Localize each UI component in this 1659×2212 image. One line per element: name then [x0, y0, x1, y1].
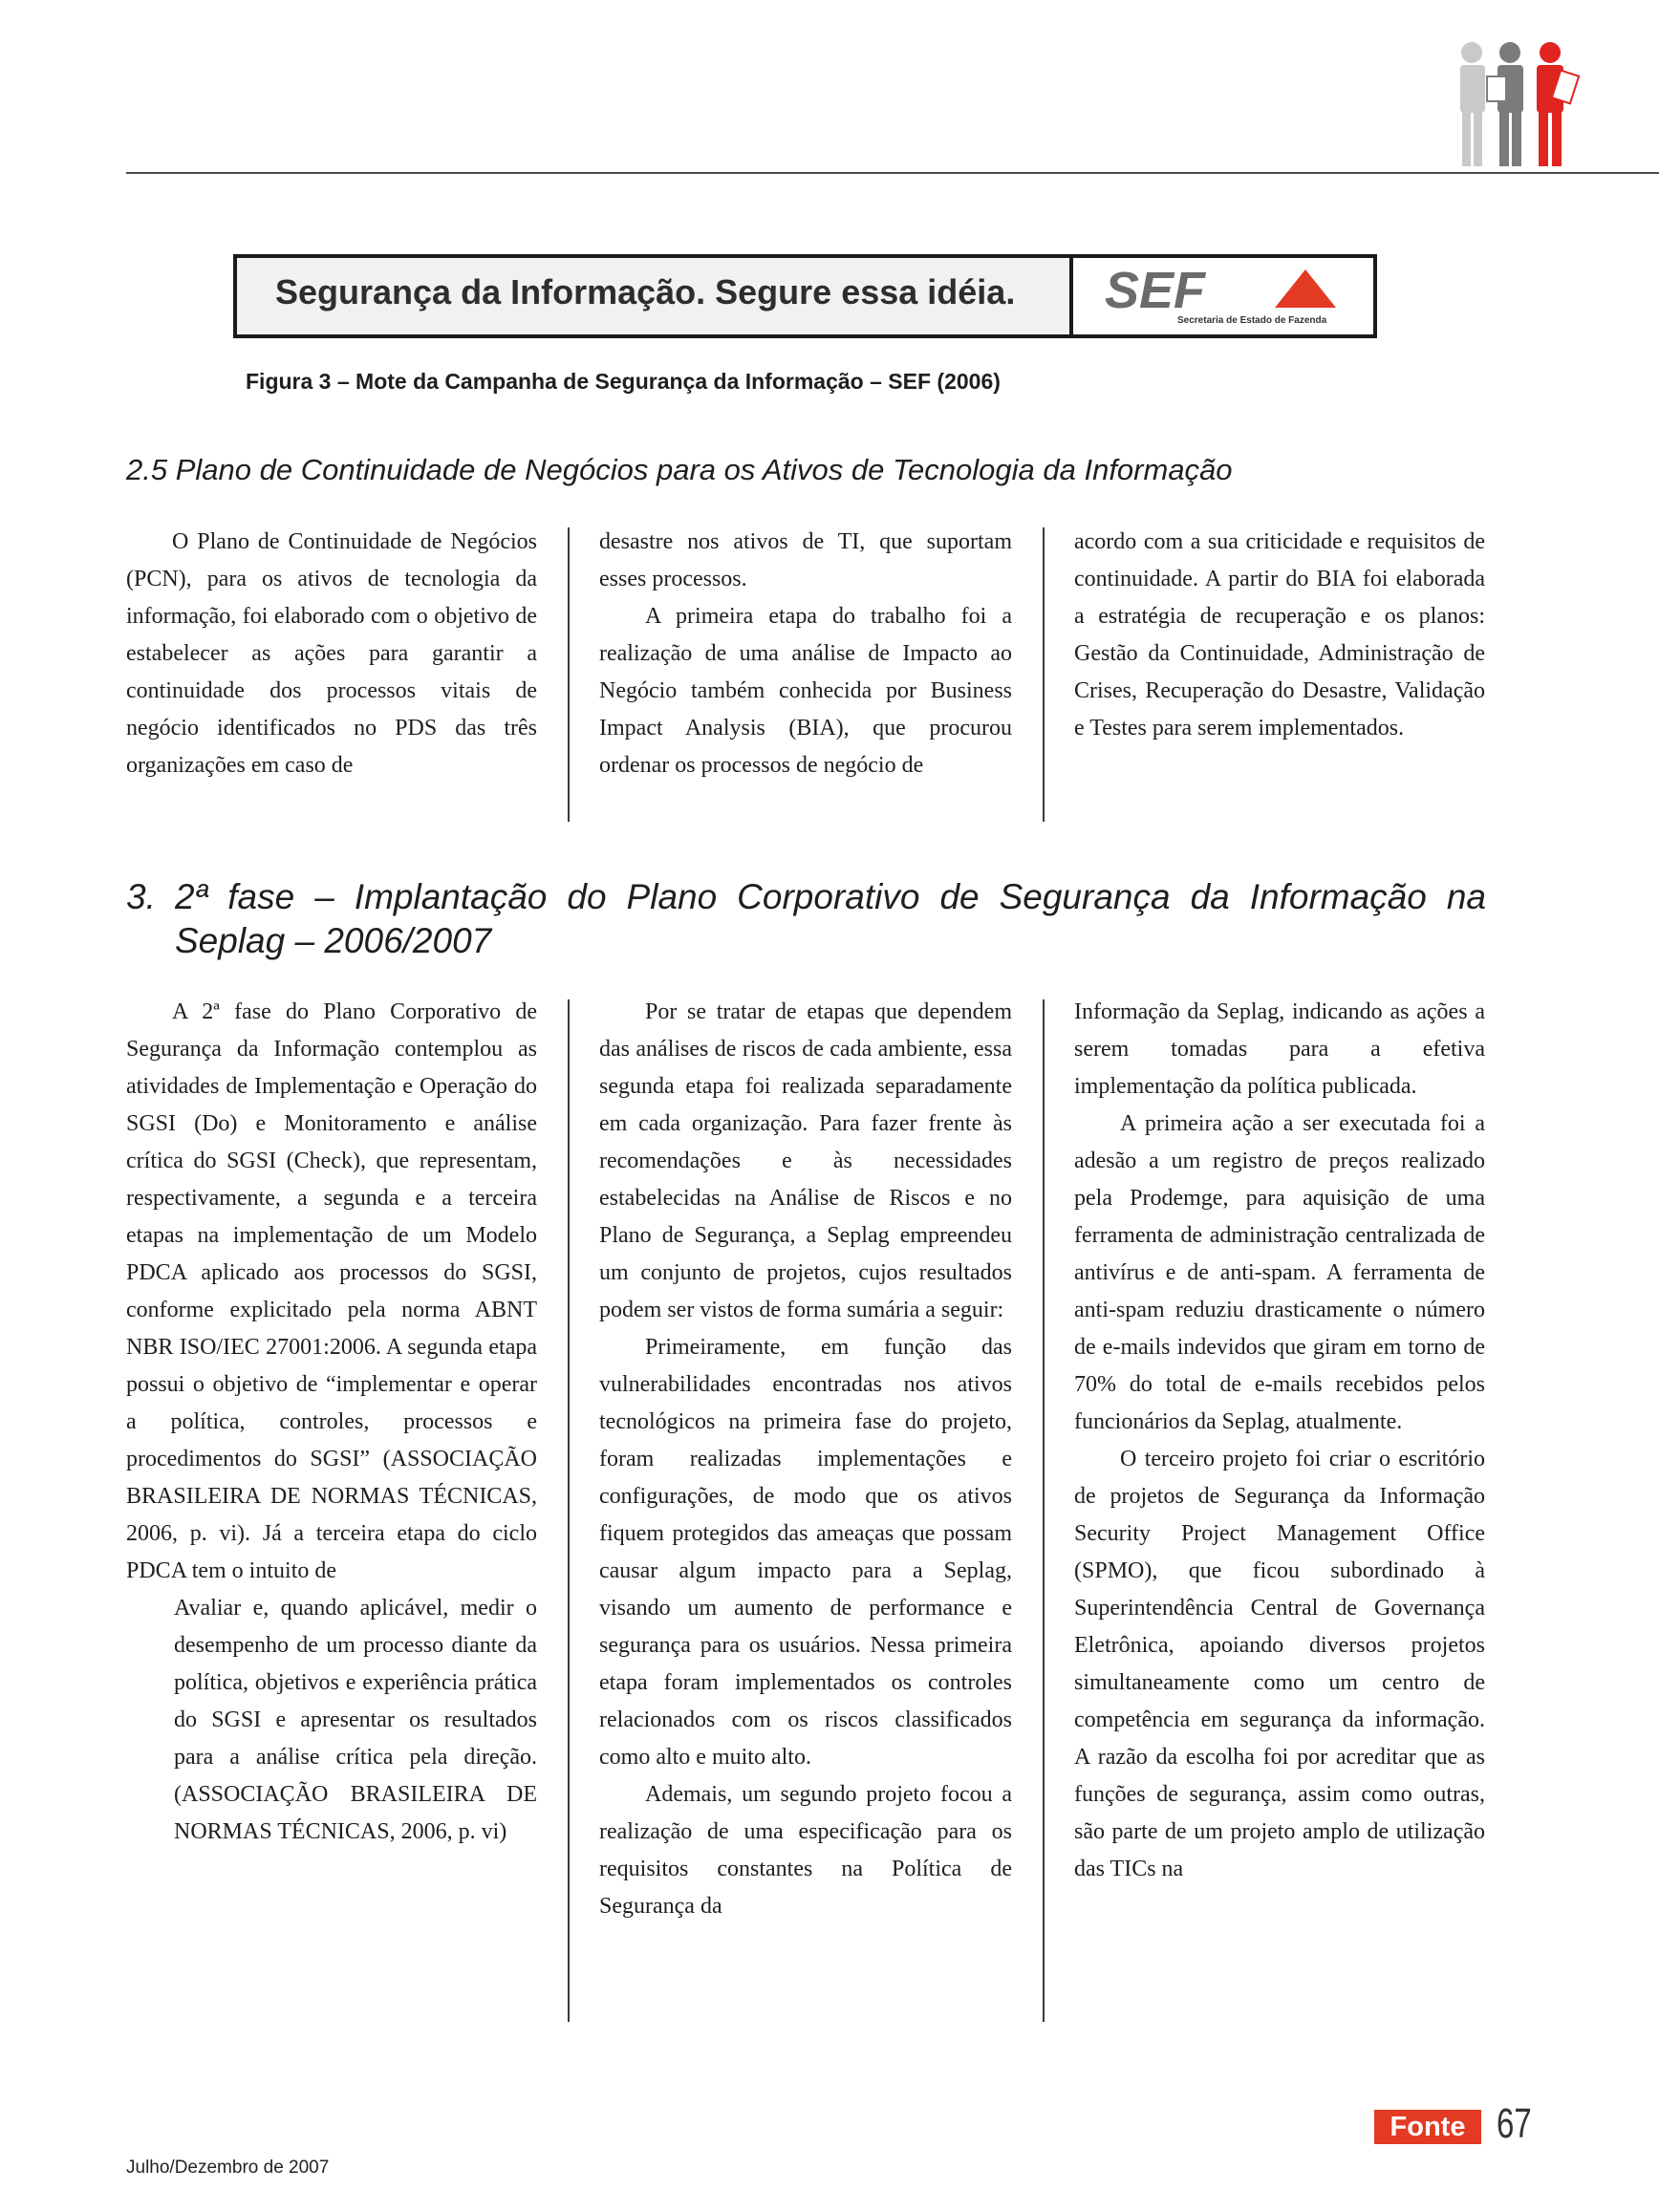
fonte-brand-badge: Fonte: [1374, 2110, 1481, 2144]
footer-date: Julho/Dezembro de 2007: [126, 2158, 330, 2178]
section-heading-3: 2ª fase – Implantação do Plano Corporativo de Segurança da Informação na Seplag – 2006/2007: [175, 877, 1486, 960]
paragraph: Informação da Seplag, indicando as ações a serem tomadas para a efetiva implementação da política publicada.: [1074, 999, 1485, 1099]
sef-red-triangle: [1275, 269, 1336, 308]
paragraph: A primeira ação a ser executada foi a adesão a um registro de preços realizado pela Prodemge, para aquisição de uma ferramenta de administração centralizada de antivírus e de anti-spam. A ferramenta de anti-spam reduziu drasticamente o número de e-mails indevidos que giram em torno de 70% do total de e-mails recebidos pelos funcionários da Seplag, atualmente.: [1074, 1111, 1485, 1434]
paragraph: A 2ª fase do Plano Corporativo de Segurança da Informação contemplou as atividades de Implementação e Operação do SGSI (Do) e Monitoramento e análise crítica do SGSI (Check), que representam, respectivamente, a segunda e a terceira etapas na implementação de um Modelo PDCA aplicado aos processos do SGSI, conforme explicitado pela norma ABNT NBR ISO/IEC 27001:2006. A segunda etapa possui o objetivo de “implementar e operar a política, controles, processos e procedimentos do SGSI” (ASSOCIAÇÃO BRASILEIRA DE NORMAS TÉCNICAS, 2006, p. vi). Já a terceira etapa do ciclo PDCA tem o intuito de: [126, 999, 537, 1583]
section-3-column-1: [126, 994, 537, 1851]
header-rule: [126, 172, 1659, 174]
column-divider: [1043, 999, 1045, 2022]
paragraph: Ademais, um segundo projeto focou a realização de uma especificação para os requisitos constantes na Política de Segurança da: [599, 1782, 1012, 1919]
page-number: 67: [1497, 2100, 1532, 2147]
column-divider: [1043, 527, 1045, 822]
section-3-column-3: [1074, 994, 1485, 1888]
paragraph: Primeiramente, em função das vulnerabilidades encontradas nos ativos tecnológicos na primeira fase do projeto, foram realizadas implementações e configurações, de modo que os ativos fiquem protegidos das ameaças que possam causar algum impacto para a Seplag, visando um aumento de performance e segurança para os usuários. Nessa primeira etapa foram implementados os controles relacionados com os riscos classificados como alto e muito alto.: [599, 1335, 1012, 1770]
banner-slogan-box: [237, 258, 1073, 334]
paragraph: A primeira etapa do trabalho foi a realização de uma análise de Impacto ao Negócio também conhecida por Business Impact Analysis (BIA), que procurou ordenar os processos de negócio de: [599, 604, 1012, 778]
sef-logo-subtitle: Secretaria de Estado de Fazenda: [1177, 315, 1327, 326]
block-quote: Avaliar e, quando aplicável, medir o desempenho de um processo diante da política, objetivos e experiência prática do SGSI e apresentar os resultados para a análise crítica pela direção. (ASSOCIAÇÃO BRASILEIRA DE NORMAS TÉCNICAS, 2006, p. vi): [174, 1596, 537, 1844]
paragraph: desastre nos ativos de TI, que suportam esses processos.: [599, 529, 1012, 591]
campaign-banner: [233, 254, 1377, 338]
sef-logo-text: SEF: [1105, 266, 1206, 319]
section-3-column-2: [599, 994, 1012, 1925]
section-2-5-column-3: [1074, 524, 1485, 747]
column-divider: [568, 999, 570, 2022]
banner-slogan: Segurança da Informação. Segure essa idéia.: [275, 272, 1016, 311]
section-heading-2-5: 2.5 Plano de Continuidade de Negócios para os Ativos de Tecnologia da Informação: [126, 453, 1233, 486]
section-2-5-column-2: [599, 524, 1012, 784]
three-people-icon: [1453, 38, 1586, 172]
section-number-3: 3.: [126, 877, 156, 916]
paragraph: acordo com a sua criticidade e requisitos de continuidade. A partir do BIA foi elaborada a estratégia de recuperação e os planos: Gestão da Continuidade, Administração de Crises, Recuperação do Desastre, Validação e Testes para serem implementados.: [1074, 529, 1485, 741]
figure-caption: Figura 3 – Mote da Campanha de Segurança da Informação – SEF (2006): [246, 369, 1001, 394]
section-2-5-column-1: [126, 524, 537, 784]
paragraph: O Plano de Continuidade de Negócios (PCN), para os ativos de tecnologia da informação, foi elaborado com o objetivo de estabelecer as ações para garantir a continuidade dos processos vitais de negócio identificados no PDS das três organizações em caso de: [126, 529, 537, 778]
sef-logo: [1097, 266, 1355, 329]
column-divider: [568, 527, 570, 822]
paragraph: Por se tratar de etapas que dependem das análises de riscos de cada ambiente, essa segunda etapa foi realizada separadamente em cada organização. Para fazer frente às recomendações e às necessidades estabelecidas na Análise de Riscos e no Plano de Segurança, a Seplag empreendeu um conjunto de projetos, cujos resultados podem ser vistos de forma sumária a seguir:: [599, 999, 1012, 1322]
paragraph: O terceiro projeto foi criar o escritório de projetos de Segurança da Informação Security Project Management Office (SPMO), que ficou subordinado à Superintendência Central de Governança Eletrônica, apoiando diversos projetos simultaneamente como um centro de competência em segurança da informação. A razão da escolha foi por acreditar que as funções de segurança, assim como outras, são parte de um projeto amplo de utilização das TICs na: [1074, 1447, 1485, 1881]
